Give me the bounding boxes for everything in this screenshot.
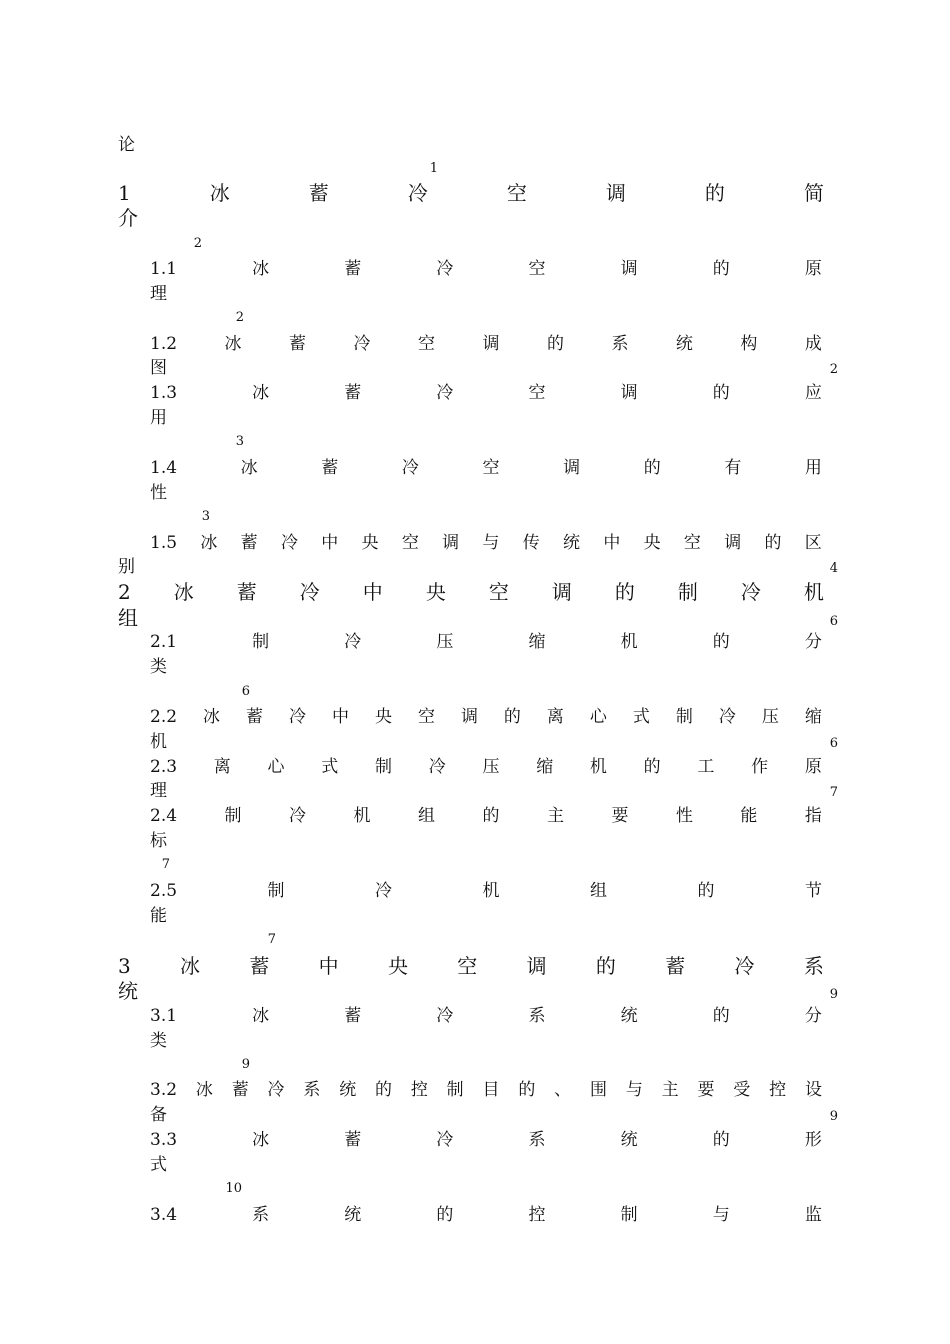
toc-page-number: 4 (829, 561, 838, 576)
toc-entry-title-char: 的 (697, 881, 715, 901)
toc-entry-title-char: 统 (563, 533, 581, 553)
toc-entry-title-tail: 统 (118, 979, 138, 1003)
toc-entry-number: 3.2 (150, 1080, 178, 1100)
toc-entry-title-char: 的 (764, 533, 782, 553)
toc-section-3-3[interactable] (150, 1128, 822, 1152)
dotted-leader (171, 1169, 834, 1170)
toc-section-2-3[interactable] (150, 755, 822, 779)
toc-entry-title-char: 传 (522, 533, 540, 553)
toc-section-2-4-tail (150, 829, 834, 853)
toc-entry-title-char: 蓄 (246, 707, 264, 727)
toc-entry-title-char: 制 (252, 632, 270, 652)
toc-entry-title-char: 的 (436, 1205, 454, 1225)
toc-section-2-1-tail (150, 655, 834, 679)
toc-entry-title-char: 区 (804, 533, 822, 553)
toc-entry-title-char: 有 (724, 458, 742, 478)
toc-entry-title-char: 受 (733, 1080, 751, 1100)
toc-entry-title-char: 心 (589, 707, 607, 727)
toc-entry-title-char: 中 (321, 533, 339, 553)
dotted-leader (171, 497, 834, 498)
toc-section-3-2[interactable] (150, 1078, 822, 1102)
toc-entry-title-char: 制 (677, 580, 698, 604)
toc-entry-title-char: 冷 (718, 707, 736, 727)
toc-entry-title-char: 形 (804, 1130, 822, 1150)
toc-entry-title-char: 控 (769, 1080, 787, 1100)
toc-section-1-3-tail (150, 406, 834, 430)
toc-entry-title-char: 冰 (180, 954, 201, 978)
toc-section-1-3-page (150, 430, 244, 454)
toc-entry-title-char: 的 (643, 458, 661, 478)
toc-entry-title-char: 构 (740, 334, 758, 354)
dotted-leader (347, 571, 829, 572)
toc-entry-title-char: 的 (482, 806, 500, 826)
toc-entry-title-char: 性 (675, 806, 693, 826)
toc-entry-title-char: 压 (482, 757, 500, 777)
toc-entry-title-char: 缩 (804, 707, 822, 727)
toc-entry-number: 3.3 (150, 1130, 178, 1150)
toc-entry-title-char: 要 (611, 806, 629, 826)
toc-entry-title-char: 作 (751, 757, 769, 777)
toc-entry-title-char: 分 (804, 632, 822, 652)
toc-entry-title-char: 冰 (203, 707, 221, 727)
toc-entry-title-char: 蓄 (249, 954, 270, 978)
toc-entry-title-char: 的 (518, 1080, 536, 1100)
dotted-leader (171, 845, 834, 846)
toc-chapter-1-page (118, 232, 202, 256)
toc-chapter-2[interactable] (118, 580, 824, 604)
toc-entry-title-char: 压 (436, 632, 454, 652)
toc-entry-number: 1 (118, 181, 131, 205)
toc-entry-title-char: 蓄 (344, 383, 362, 403)
toc-section-2-1[interactable] (150, 630, 822, 654)
toc-page-number: 7 (267, 932, 276, 947)
toc-entry-title-char: 冰 (252, 259, 270, 279)
toc-section-2-1-page (150, 680, 250, 704)
toc-entry-title-char: 空 (488, 580, 509, 604)
toc-chapter-1[interactable] (118, 181, 824, 205)
toc-entry-title-char: 冷 (407, 181, 428, 205)
toc-entry-title-char: 围 (589, 1080, 607, 1100)
toc-entry-title-char: 蓄 (231, 1080, 249, 1100)
toc-section-1-4-tail (150, 481, 834, 505)
toc-entry-title-char: 应 (804, 383, 822, 403)
toc-entry-number: 1.5 (150, 533, 178, 553)
toc-section-1-4[interactable] (150, 456, 822, 480)
toc-entry-title-char: 冷 (289, 707, 306, 727)
toc-entry-title-char: 冰 (224, 334, 242, 354)
toc-entry-title-char: 中 (603, 533, 621, 553)
toc-entry-title-char: 调 (620, 383, 638, 403)
toc-entry-title-tail: 性 (150, 483, 167, 503)
toc-section-3-1[interactable] (150, 1004, 822, 1028)
toc-page-number: 10 (225, 1181, 242, 1196)
toc-entry-number: 2.2 (150, 707, 178, 727)
toc-entry-title-char: 蓄 (344, 1130, 362, 1150)
toc-entry-title-char: 央 (387, 954, 408, 978)
toc-page-number: 3 (201, 509, 210, 524)
toc-entry-title-char: 冰 (173, 580, 194, 604)
toc-entry-number: 2.4 (150, 806, 178, 826)
toc-page-number: 7 (829, 785, 838, 800)
toc-entry-title-char: 心 (267, 757, 285, 777)
toc-entry-title-char: 机 (482, 881, 500, 901)
toc-entry-title-char: 空 (506, 181, 527, 205)
toc-entry-title-char: 调 (551, 580, 572, 604)
dotted-leader (150, 320, 235, 321)
toc-entry-title-char: 组 (589, 881, 607, 901)
toc-entry-title-char: 统 (675, 334, 693, 354)
toc-section-1-2-tail (150, 356, 838, 382)
toc-entry-title-char: 工 (697, 757, 715, 777)
toc-entry-title-char: 冰 (209, 181, 230, 205)
toc-entry-title-char: 系 (528, 1130, 546, 1150)
toc-entry-title-tail: 介 (118, 206, 138, 230)
toc-entry-number: 3.4 (150, 1205, 178, 1225)
toc-entry-title-char: 冰 (252, 1130, 270, 1150)
toc-entry-title-char: 调 (724, 533, 742, 553)
toc-section-2-2-tail (150, 730, 838, 756)
toc-entry-title-char: 系 (303, 1080, 321, 1100)
toc-entry-title-char: 冷 (353, 334, 371, 354)
toc-entry-title-char: 缩 (528, 632, 546, 652)
toc-entry-title-char: 的 (712, 632, 730, 652)
toc-entry-title-char: 空 (417, 334, 435, 354)
toc-entry-title-char: 、 (554, 1080, 572, 1100)
toc-entry-title-char: 蓄 (344, 259, 362, 279)
toc-entry-title-char: 缩 (536, 757, 554, 777)
toc-entry-title-char: 央 (425, 580, 446, 604)
toc-section-2-5-page (150, 928, 276, 952)
toc-entry-title-char: 机 (353, 806, 371, 826)
toc-entry-intro-cont (118, 157, 438, 181)
toc-entry-title-char: 分 (804, 1006, 822, 1026)
toc-section-1-1-page (150, 306, 244, 330)
toc-entry-title-char: 冷 (401, 458, 419, 478)
toc-entry-title-char: 制 (446, 1080, 464, 1100)
toc-page-number: 6 (829, 736, 838, 751)
toc-entry-title-char: 的 (712, 383, 730, 403)
toc-entry-title-tail: 论 (118, 135, 135, 155)
toc-entry-title-tail: 类 (150, 1031, 167, 1051)
toc-page-number: 2 (829, 362, 838, 377)
toc-entry-title-char: 冷 (280, 533, 298, 553)
toc-entry-title-char: 调 (460, 707, 478, 727)
toc-entry-title-tail: 用 (150, 408, 167, 428)
toc-section-3-2-tail (150, 1103, 838, 1129)
toc-section-1-5-tail (118, 555, 838, 581)
dotted-leader (415, 1119, 829, 1120)
toc-entry-title-char: 冷 (267, 1080, 285, 1100)
toc-page-number: 2 (193, 236, 202, 251)
toc-entry-title-char: 调 (482, 334, 500, 354)
toc-entry-number: 2.5 (150, 881, 178, 901)
toc-entry-title-char: 要 (697, 1080, 715, 1100)
toc-page-number: 7 (161, 857, 170, 872)
toc-entry-title-char: 冷 (436, 259, 454, 279)
toc-chapter-3-tail (118, 979, 838, 1007)
toc-entry-title-char: 空 (482, 458, 500, 478)
toc-page-number: 9 (829, 987, 838, 1002)
toc-entry-number: 3 (118, 954, 131, 978)
toc-page-number: 9 (241, 1057, 250, 1072)
dotted-leader (211, 795, 829, 796)
toc-entry-title-char: 冷 (436, 1006, 454, 1026)
toc-entry-title-char: 空 (401, 533, 419, 553)
toc-entry-number: 3.1 (150, 1006, 178, 1026)
toc-entry-title-char: 用 (804, 458, 822, 478)
dotted-leader (171, 671, 834, 672)
toc-entry-title-char: 的 (712, 259, 730, 279)
toc-entry-title-char: 蓄 (321, 458, 339, 478)
toc-entry-title-char: 的 (614, 580, 635, 604)
toc-entry-number: 2 (118, 580, 131, 604)
toc-entry-title-char: 冷 (436, 1130, 454, 1150)
dotted-leader (150, 519, 201, 520)
toc-entry-title-char: 的 (595, 954, 616, 978)
toc-entry-title-char: 式 (321, 757, 339, 777)
toc-entry-title-char: 节 (804, 881, 822, 901)
toc-entry-title-char: 与 (625, 1080, 643, 1100)
toc-section-3-1-page (150, 1053, 250, 1077)
toc-entry-title-char: 系 (528, 1006, 546, 1026)
toc-entry-title-char: 原 (804, 757, 822, 777)
toc-entry-title-tail: 标 (150, 831, 167, 851)
toc-entry-number: 1.3 (150, 383, 178, 403)
toc-entry-title-char: 设 (804, 1080, 822, 1100)
toc-entry-title-char: 的 (546, 334, 564, 354)
toc-entry-title-char: 式 (632, 707, 650, 727)
toc-section-3-3-tail (150, 1153, 834, 1177)
toc-entry-title-char: 蓄 (236, 580, 257, 604)
toc-entry-title-tail: 理 (150, 781, 167, 801)
toc-entry-title-char: 制 (267, 881, 285, 901)
toc-page-number: 9 (829, 1109, 838, 1124)
toc-entry-title-char: 冷 (436, 383, 454, 403)
dotted-leader (150, 942, 267, 943)
dotted-leader (142, 224, 834, 225)
toc-entry-number: 1.2 (150, 334, 178, 354)
toc-entry-title-char: 冷 (734, 954, 755, 978)
toc-entry-title-char: 与 (712, 1205, 730, 1225)
toc-entry-title-char: 空 (683, 533, 701, 553)
dotted-leader (299, 746, 829, 747)
toc-entry-title-char: 系 (611, 334, 629, 354)
toc-entry-title-char: 目 (482, 1080, 500, 1100)
toc-section-3-4[interactable] (150, 1203, 822, 1227)
toc-entry-title-char: 冷 (299, 580, 320, 604)
toc-entry-number: 1.1 (150, 259, 178, 279)
toc-section-2-5[interactable] (150, 879, 822, 903)
toc-section-2-4[interactable] (150, 804, 822, 828)
dotted-leader (142, 997, 829, 998)
toc-entry-title-char: 冷 (289, 806, 307, 826)
toc-section-1-4-page (150, 505, 210, 529)
toc-entry-title-char: 的 (704, 181, 725, 205)
toc-entry-title-char: 冰 (240, 458, 258, 478)
toc-entry-title-tail: 组 (118, 606, 138, 630)
toc-entry-title-char: 成 (804, 334, 822, 354)
toc-entry-title-char: 能 (740, 806, 758, 826)
toc-entry-title-tail: 式 (150, 1155, 167, 1175)
toc-entry-title-char: 央 (374, 707, 392, 727)
toc-entry-title-char: 离 (546, 707, 564, 727)
toc-section-1-3[interactable] (150, 381, 822, 405)
toc-entry-title-char: 与 (482, 533, 500, 553)
toc-section-1-1-tail (150, 282, 834, 306)
dotted-leader (150, 444, 235, 445)
toc-entry-title-char: 空 (528, 383, 546, 403)
toc-entry-title-tail: 能 (150, 906, 167, 926)
toc-entry-title-char: 原 (804, 259, 822, 279)
dotted-leader (150, 867, 161, 868)
toc-entry-title-char: 调 (442, 533, 460, 553)
toc-entry-title-char: 机 (589, 757, 607, 777)
toc-entry-title-char: 制 (675, 707, 693, 727)
toc-entry-title-char: 央 (643, 533, 661, 553)
toc-entry-title-char: 压 (761, 707, 779, 727)
toc-entry-title-char: 主 (661, 1080, 679, 1100)
toc-entry-title-char: 冰 (195, 1080, 213, 1100)
toc-section-3-3-page (150, 1177, 242, 1201)
toc-entry-title-char: 中 (331, 707, 349, 727)
dotted-leader (171, 1045, 834, 1046)
toc-entry-title-char: 机 (803, 580, 824, 604)
toc-entry-intro[interactable] (118, 133, 834, 157)
toc-entry-title-char: 中 (362, 580, 383, 604)
toc-entry-title-char: 蓄 (665, 954, 686, 978)
toc-entry-title-char: 离 (213, 757, 231, 777)
toc-entry-title-char: 的 (503, 707, 521, 727)
toc-entry-title-char: 调 (526, 954, 547, 978)
toc-page-number: 6 (241, 684, 250, 699)
toc-entry-title-tail: 理 (150, 284, 167, 304)
toc-entry-number: 2.3 (150, 757, 178, 777)
toc-entry-title-char: 监 (804, 1205, 822, 1225)
dotted-leader (171, 422, 834, 423)
toc-entry-title-tail: 类 (150, 657, 167, 677)
toc-entry-title-char: 冷 (740, 580, 761, 604)
toc-entry-title-char: 控 (528, 1205, 546, 1225)
toc-entry-title-char: 统 (339, 1080, 357, 1100)
dotted-leader (139, 149, 834, 150)
toc-entry-title-char: 冷 (344, 632, 362, 652)
toc-page-number: 2 (235, 310, 244, 325)
dotted-leader (171, 298, 834, 299)
dotted-leader (118, 246, 193, 247)
toc-entry-title-char: 系 (803, 954, 824, 978)
toc-entry-title-char: 调 (620, 259, 638, 279)
toc-entry-title-char: 冷 (375, 881, 393, 901)
toc-section-2-4-page (150, 853, 170, 877)
toc-chapter-3[interactable] (118, 954, 824, 978)
toc-entry-title-char: 指 (804, 806, 822, 826)
toc-entry-title-char: 中 (318, 954, 339, 978)
toc-entry-title-char: 机 (620, 632, 638, 652)
toc-entry-title-char: 制 (620, 1205, 638, 1225)
toc-page-number: 3 (235, 434, 244, 449)
toc-entry-title-char: 的 (712, 1130, 730, 1150)
dotted-leader (196, 624, 829, 625)
toc-entry-title-char: 统 (620, 1130, 638, 1150)
toc-entry-title-char: 冷 (428, 757, 446, 777)
dotted-leader (150, 1067, 241, 1068)
toc-entry-title-tail: 别 (118, 557, 135, 577)
dotted-leader (118, 171, 429, 172)
toc-entry-title-char: 制 (374, 757, 392, 777)
toc-entry-title-tail: 机 (150, 732, 167, 752)
toc-entry-title-char: 系 (252, 1205, 270, 1225)
toc-entry-title-tail: 备 (150, 1105, 167, 1125)
toc-entry-title-char: 的 (712, 1006, 730, 1026)
toc-entry-title-char: 的 (375, 1080, 393, 1100)
toc-entry-title-char: 冰 (252, 1006, 270, 1026)
toc-entry-title-char: 统 (620, 1006, 638, 1026)
toc-entry-title-char: 简 (803, 181, 824, 205)
toc-entry-title-char: 蓄 (240, 533, 258, 553)
dotted-leader (171, 372, 829, 373)
toc-entry-title-char: 的 (643, 757, 661, 777)
toc-section-3-1-tail (150, 1029, 834, 1053)
toc-section-2-5-tail (150, 904, 834, 928)
toc-section-1-5[interactable] (150, 531, 822, 555)
toc-entry-title-char: 统 (344, 1205, 362, 1225)
dotted-leader (171, 920, 834, 921)
toc-section-2-2[interactable] (150, 705, 822, 729)
toc-entry-title-char: 调 (605, 181, 626, 205)
toc-entry-title-char: 组 (417, 806, 435, 826)
toc-entry-title-char: 主 (546, 806, 564, 826)
toc-entry-number: 1.4 (150, 458, 178, 478)
toc-entry-title-char: 调 (563, 458, 581, 478)
toc-entry-title-char: 蓄 (289, 334, 307, 354)
toc-entry-title-tail: 图 (150, 358, 167, 378)
toc-entry-title-char: 蓄 (308, 181, 329, 205)
toc-page-number: 6 (829, 614, 838, 629)
toc-entry-title-char: 控 (410, 1080, 428, 1100)
toc-entry-title-char: 冰 (200, 533, 218, 553)
toc-entry-title-char: 央 (361, 533, 379, 553)
toc-entry-title-char: 蓄 (344, 1006, 362, 1026)
toc-section-1-1[interactable] (150, 257, 822, 281)
toc-chapter-1-tail (118, 206, 834, 230)
toc-entry-title-char: 空 (417, 707, 435, 727)
dotted-leader (150, 694, 241, 695)
dotted-leader (150, 1191, 224, 1192)
toc-page-number: 1 (429, 161, 438, 176)
toc-section-1-2[interactable] (150, 332, 822, 356)
toc-entry-number: 2.1 (150, 632, 178, 652)
toc-entry-title-char: 制 (224, 806, 242, 826)
toc-entry-title-char: 冰 (252, 383, 270, 403)
toc-entry-title-char: 空 (528, 259, 546, 279)
toc-entry-title-char: 空 (457, 954, 478, 978)
toc-section-2-3-tail (150, 779, 838, 805)
